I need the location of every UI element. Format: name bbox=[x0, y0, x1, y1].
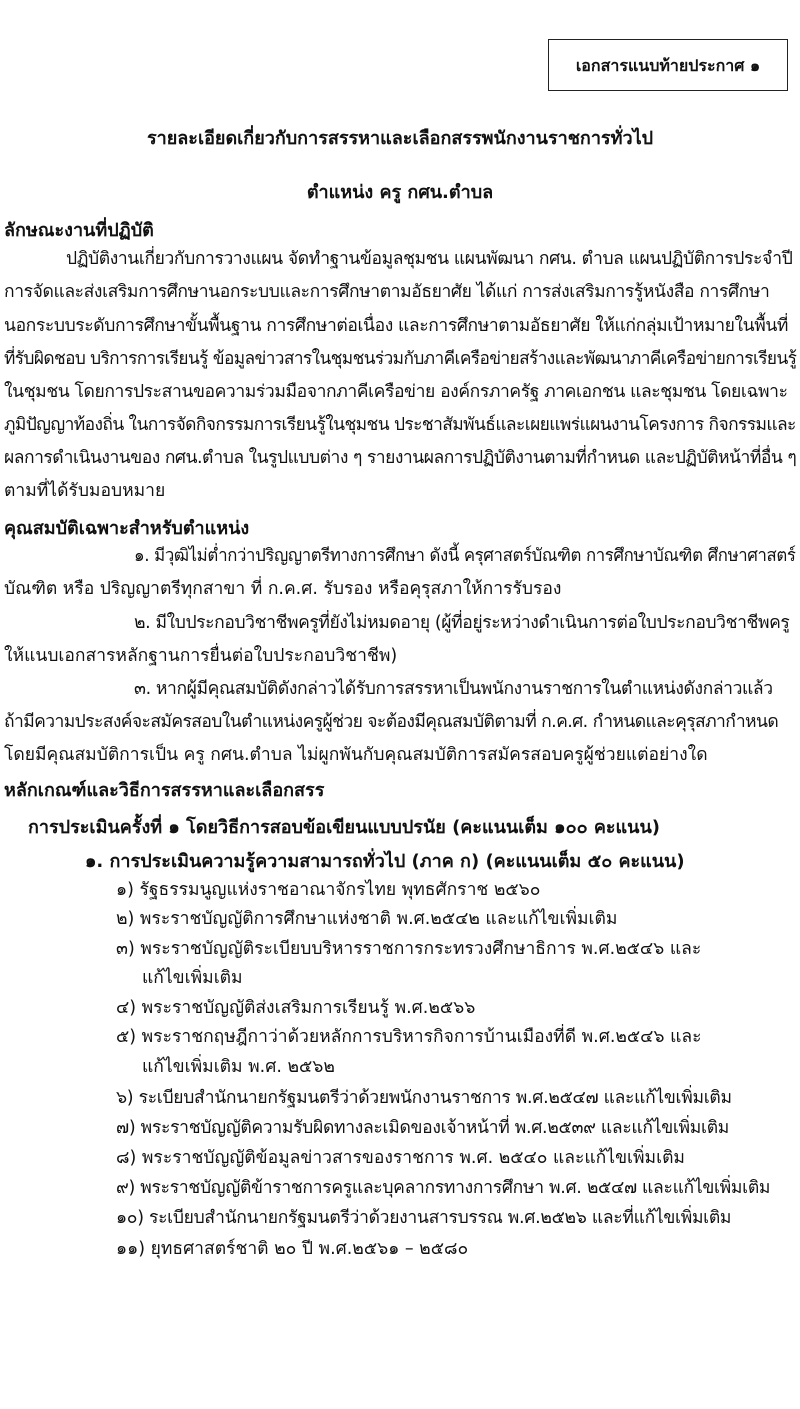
annex-label: เอกสารแนบท้ายประกาศ ๑ bbox=[548, 39, 788, 91]
position-title: ตำแหน่ง ครู กศน.ตำบล bbox=[306, 182, 494, 203]
qualification-line-6: ถ้ามีความประสงค์จะสมัครสอบในตำแหน่งครูผู้ช่วย จะต้องมีคุณสมบัติตามที่ ก.ค.ศ. กำหนดและคุรุสภากำหนด bbox=[4, 712, 779, 732]
job-line-2: การจัดและส่งเสริมการศึกษานอกระบบและการศึกษาตามอัธยาศัย ได้แก่ การส่งเสริมการรู้หนังสือ การศึกษา bbox=[4, 282, 770, 302]
qualification-line-7: โดยมีคุณสมบัติการเป็น ครู กศน.ตำบล ไม่ผูกพันกับคุณสมบัติการสมัครสอบครูผู้ช่วยแต่อย่างใด bbox=[4, 745, 708, 765]
exam-topic-9: ๙) พระราชบัญญัติข้าราชการครูและบุคลากรทางการศึกษา พ.ศ. ๒๕๔๗ และแก้ไขเพิ่มเติม bbox=[116, 1178, 771, 1198]
exam-topic-5-continued: แก้ไขเพิ่มเติม พ.ศ. ๒๕๖๒ bbox=[142, 1057, 335, 1077]
exam-topic-4: ๔) พระราชบัญญัติส่งเสริมการเรียนรู้ พ.ศ.๒๕๖๖ bbox=[116, 998, 476, 1018]
qualification-line-2: บัณฑิต หรือ ปริญญาตรีทุกสาขา ที่ ก.ค.ศ. รับรอง หรือคุรุสภาให้การรับรอง bbox=[4, 579, 562, 599]
exam-topic-11: ๑๑) ยุทธศาสตร์ชาติ ๒๐ ปี พ.ศ.๒๕๖๑ – ๒๕๘๐ bbox=[116, 1239, 469, 1259]
job-line-4: ที่รับผิดชอบ บริการการเรียนรู้ ข้อมูลข่าวสารในชุมชนร่วมกับภาคีเครือข่ายสร้างและพัฒนาภาคีเครือข่ายการเรียนรู้ bbox=[4, 349, 797, 369]
job-line-7: ผลการดำเนินงานของ กศน.ตำบล ในรูปแบบต่าง ๆ รายงานผลการปฏิบัติงานตามที่กำหนด และปฏิบัติหน้าที่อื่น ๆ bbox=[4, 448, 797, 468]
part-a-heading: ๑. การประเมินความรู้ความสามารถทั่วไป (ภาค ก) (คะแนนเต็ม ๕๐ คะแนน) bbox=[85, 851, 685, 872]
job-line-6: ภูมิปัญญาท้องถิ่น ในการจัดกิจกรรมการเรียนรู้ในชุมชน ประชาสัมพันธ์และเผยแพร่แผนงานโครงการ กิจกรรมและ bbox=[4, 415, 796, 435]
qualification-line-5: ๓. หากผู้มีคุณสมบัติดังกล่าวได้รับการสรรหาเป็นพนักงานราชการในตำแหน่งดังกล่าวแล้ว bbox=[134, 679, 773, 699]
job-line-1: ปฏิบัติงานเกี่ยวกับการวางแผน จัดทำฐานข้อมูลชุมชน แผนพัฒนา กศน. ตำบล แผนปฏิบัติการประจำปี bbox=[66, 249, 793, 269]
job-line-5: ในชุมชน โดยการประสานขอความร่วมมือจากภาคีเครือข่าย องค์กรภาครัฐ ภาคเอกชน และชุมชน โดยเฉพาะ bbox=[4, 382, 788, 402]
exam-topic-10: ๑๐) ระเบียบสำนักนายกรัฐมนตรีว่าด้วยงานสารบรรณ พ.ศ.๒๕๒๖ และที่แก้ไขเพิ่มเติม bbox=[116, 1208, 732, 1228]
exam-topic-2: ๒) พระราชบัญญัติการศึกษาแห่งชาติ พ.ศ.๒๕๔๒ และแก้ไขเพิ่มเติม bbox=[116, 909, 618, 929]
document-title: รายละเอียดเกี่ยวกับการสรรหาและเลือกสรรพนักงานราชการทั่วไป bbox=[146, 128, 654, 149]
exam-topic-6: ๖) ระเบียบสำนักนายกรัฐมนตรีว่าด้วยพนักงานราชการ พ.ศ.๒๕๔๗ และแก้ไขเพิ่มเติม bbox=[116, 1088, 732, 1108]
exam-topic-3: ๓) พระราชบัญญัติระเบียบบริหารราชการกระทรวงศึกษาธิการ พ.ศ.๒๕๔๖ และ bbox=[116, 939, 702, 959]
exam-topic-3-continued: แก้ไขเพิ่มเติม bbox=[142, 968, 243, 988]
qualification-line-1: ๑. มีวุฒิไม่ต่ำกว่าปริญญาตรีทางการศึกษา ดังนี้ ครุศาสตร์บัณฑิต การศึกษาบัณฑิต ศึกษาศาสตร์ bbox=[134, 546, 796, 566]
job-line-3: นอกระบบระดับการศึกษาขั้นพื้นฐาน การศึกษาต่อเนื่อง และการศึกษาตามอัธยาศัย ให้แก่กลุ่มเป้าหมายในพื้นที่ bbox=[4, 316, 789, 336]
exam-topic-1: ๑) รัฐธรรมนูญแห่งราชอาณาจักรไทย พุทธศักราช ๒๕๖๐ bbox=[116, 880, 541, 900]
section-qualifications-heading: คุณสมบัติเฉพาะสำหรับตำแหน่ง bbox=[4, 518, 250, 539]
qualification-line-4: ให้แนบเอกสารหลักฐานการยื่นต่อใบประกอบวิชาชีพ) bbox=[4, 646, 398, 666]
qualification-line-3: ๒. มีใบประกอบวิชาชีพครูที่ยังไม่หมดอายุ (ผู้ที่อยู่ระหว่างดำเนินการต่อใบประกอบวิชาชีพครู bbox=[134, 613, 790, 633]
job-line-8: ตามที่ได้รับมอบหมาย bbox=[4, 481, 166, 501]
assessment-heading: การประเมินครั้งที่ ๑ โดยวิธีการสอบข้อเขียนแบบปรนัย (คะแนนเต็ม ๑๐๐ คะแนน) bbox=[28, 817, 660, 838]
exam-topic-8: ๘) พระราชบัญญัติข้อมูลข่าวสารของราชการ พ.ศ. ๒๕๔๐ และแก้ไขเพิ่มเติม bbox=[116, 1148, 685, 1168]
exam-topic-5: ๕) พระราชกฤษฎีกาว่าด้วยหลักการบริหารกิจการบ้านเมืองที่ดี พ.ศ.๒๕๔๖ และ bbox=[116, 1027, 702, 1047]
section-job-description-heading: ลักษณะงานที่ปฏิบัติ bbox=[4, 220, 154, 241]
exam-topic-7: ๗) พระราชบัญญัติความรับผิดทางละเมิดของเจ้าหน้าที่ พ.ศ.๒๕๓๙ และแก้ไขเพิ่มเติม bbox=[116, 1118, 729, 1138]
section-criteria-heading: หลักเกณฑ์และวิธีการสรรหาและเลือกสรร bbox=[4, 780, 325, 801]
